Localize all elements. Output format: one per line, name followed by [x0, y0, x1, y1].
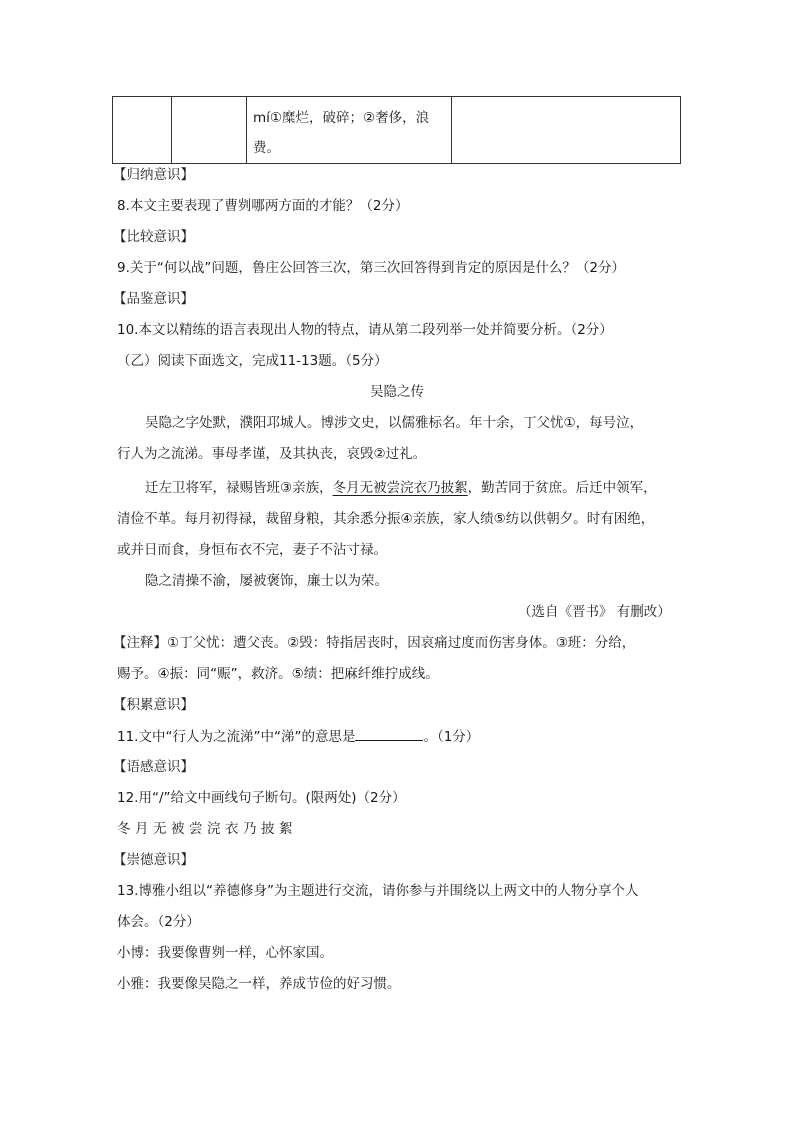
section-bijiao: 【比较意识】: [113, 229, 194, 245]
question-11-text: 11.文中“行人为之流涕”中“涕”的意思是: [117, 729, 356, 745]
section-jilei: 【积累意识】: [113, 697, 194, 713]
table-cell-empty-2: [172, 97, 247, 164]
passage-p2-line-1-a: 迁左卫将军，禄赐皆班③亲族，: [145, 480, 333, 496]
section-pinjian: 【品鉴意识】: [113, 291, 194, 307]
passage-title: 吴隐之传: [370, 384, 424, 400]
table-cell-empty-4: [452, 97, 681, 164]
table-row: [113, 97, 681, 164]
question-12-sentence: 冬月无被尝浣衣乃披絮: [117, 821, 297, 837]
part-b-heading: （乙）阅读下面选文，完成11-13题。（5分）: [117, 353, 388, 369]
definition-line-2: 费。: [253, 140, 280, 156]
vocabulary-table: [112, 96, 681, 164]
section-chongde: 【崇德意识】: [113, 852, 194, 868]
passage-p2-line-1: [145, 478, 657, 498]
notes-line-2: 赐予。④振：同“赈”，救济。⑤绩：把麻纤维拧成线。: [117, 666, 439, 682]
notes-line-1: 【注释】①丁父忧：遭父丧。②毁：特指居丧时，因哀痛过度而伤害身体。③班：分给，: [113, 635, 636, 651]
xiaoya-statement: 小雅：我要像吴隐之一样，养成节俭的好习惯。: [117, 976, 401, 992]
passage-p2-line-2: 清俭不革。每月初得禄，裁留身粮，其余悉分振④亲族，家人绩⑤纺以供朝夕。时有困绝，: [117, 511, 655, 527]
question-11: [117, 726, 479, 747]
xiaobo-statement: 小博：我要像曹刿一样，心怀家国。: [117, 945, 333, 961]
question-11-points: 。（1分）: [423, 729, 480, 745]
question-12: 12.用“/”给文中画线句子断句。(限两处)（2分）: [117, 790, 406, 806]
question-9: 9.关于“何以战”问题，鲁庄公回答三次，第三次回答得到肯定的原因是什么？（2分）: [117, 260, 625, 276]
passage-source: （选自《晋书》 有删改）: [518, 604, 671, 620]
question-8: 8.本文主要表现了曹刿哪两方面的才能？（2分）: [117, 198, 409, 214]
definition-line-1: mí①糜烂，破碎；②奢侈，浪: [253, 110, 430, 126]
answer-blank[interactable]: [355, 726, 423, 741]
question-10: 10.本文以精练的语言表现出人物的特点，请从第二段列举一处并简要分析。（2分）: [117, 322, 613, 338]
section-yugan: 【语感意识】: [113, 759, 194, 775]
table-cell-definition: [247, 97, 452, 164]
passage-p2-line-3: 或并日而食，身恒布衣不完，妻子不沾寸禄。: [117, 542, 387, 558]
passage-p1-line-2: 行人为之流涕。事母孝谨，及其执丧，哀毁②过礼。: [117, 446, 427, 462]
question-13-line-2: 体会。（2分）: [117, 914, 200, 930]
passage-p1-line-1: 吴隐之字处默，濮阳邛城人。博涉文史，以儒雅标名。年十余，丁父忧①，每号泣，: [145, 415, 644, 431]
question-13-line-1: 13.博雅小组以“养德修身”为主题进行交流，请你参与并围绕以上两文中的人物分享个人: [117, 883, 639, 899]
passage-p3: 隐之清操不渝，屡被褒饰，廉士以为荣。: [145, 573, 388, 589]
passage-p2-line-1-b: ，勤苦同于贫庶。后迁中领军，: [467, 480, 657, 496]
underlined-sentence: 冬月无被尝浣衣乃披絮: [332, 480, 468, 496]
table-cell-empty-1: [113, 97, 172, 164]
section-guina: 【归纳意识】: [113, 167, 194, 183]
